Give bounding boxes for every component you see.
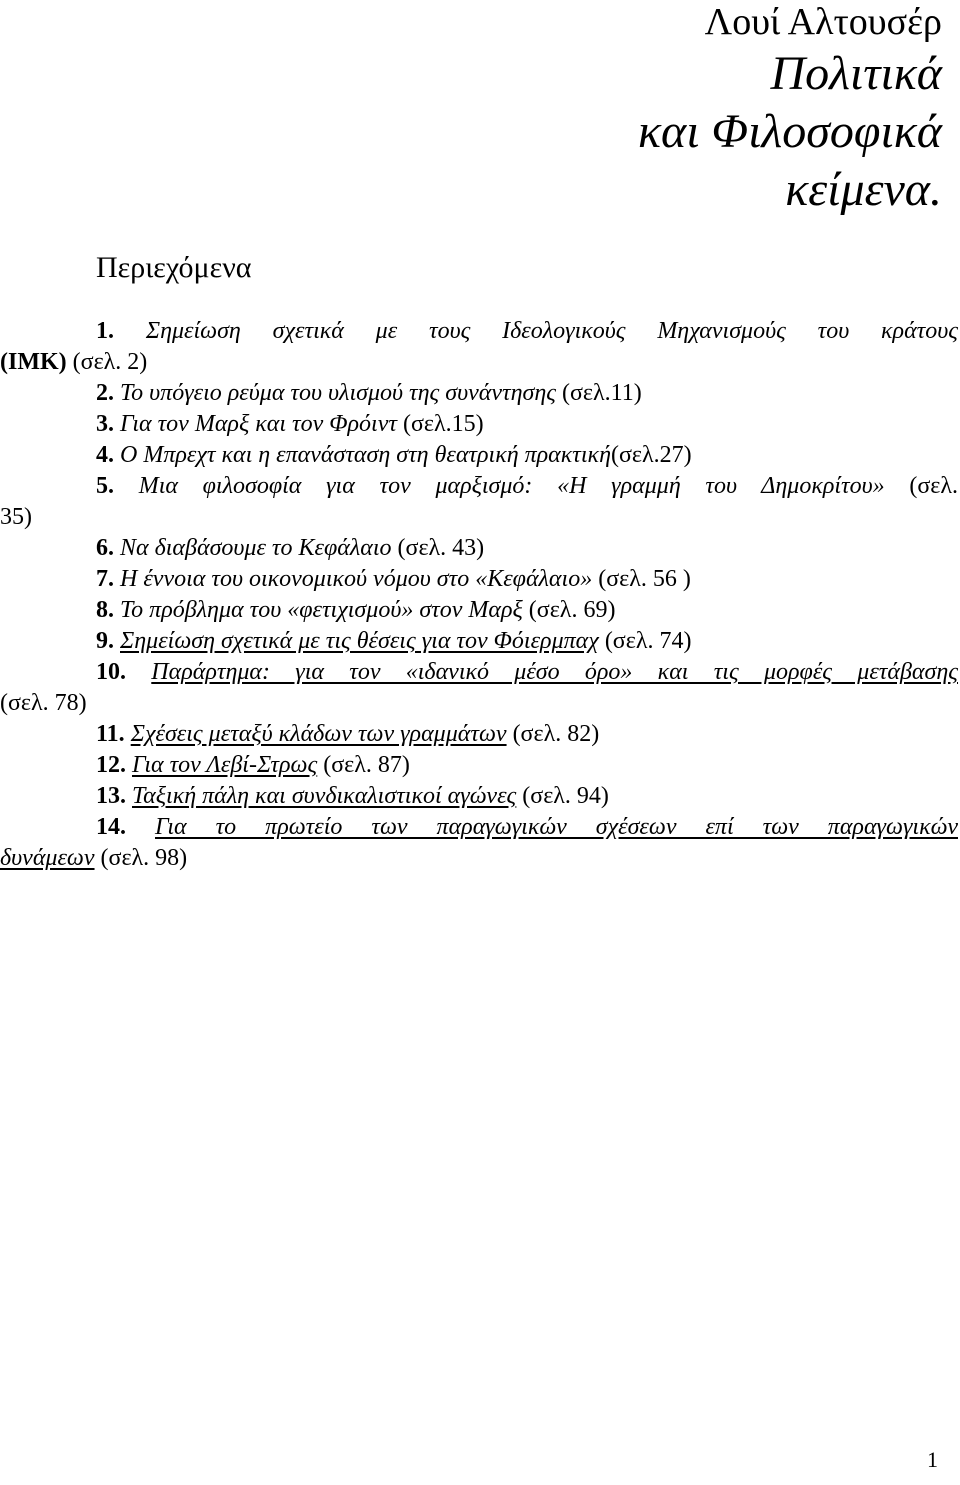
entry-page: (σελ. 78) <box>0 690 87 716</box>
entry-title: Το υπόγειο ρεύμα του υλισμού της συνάντησης <box>120 380 556 406</box>
entry-page: (σελ. 74) <box>604 628 692 654</box>
toc-heading: Περιεχόμενα <box>96 251 252 284</box>
toc-entry-11 <box>0 719 958 750</box>
entry-title: Για το πρωτείο των παραγωγικών σχέσεων επί των παραγωγικών <box>155 814 958 840</box>
entry-number: 11. <box>96 721 125 747</box>
entry-number: 12. <box>96 752 126 778</box>
entry-title: Παράρτημα: για τον «ιδανικό μέσο όρο» και τις μορφές μετάβασης <box>151 659 959 685</box>
entry-number: 9. <box>96 628 114 654</box>
book-title-line-1: Πολιτικά <box>770 47 942 100</box>
entry-title: Σημείωση σχετικά με τους Ιδεολογικούς Μηχανισμούς του κράτους <box>145 318 959 344</box>
entry-page: (σελ. 2) <box>72 349 148 375</box>
entry-page: (σελ.27) <box>610 442 692 468</box>
toc-entry-6 <box>0 533 958 564</box>
entry-number: 6. <box>96 535 114 561</box>
entry-number: 10. <box>96 659 126 685</box>
entry-title: Ταξική πάλη και συνδικαλιστικοί αγώνες <box>132 783 517 809</box>
entry-page: (σελ. 69) <box>528 597 616 623</box>
toc-entry-3 <box>0 409 958 440</box>
entry-title: Η έννοια του οικονομικού νόμου στο «Κεφάλαιο» <box>120 566 593 592</box>
entry-number: 7. <box>96 566 114 592</box>
entry-number: 3. <box>96 411 114 437</box>
page-number: 1 <box>927 1447 938 1472</box>
toc-entry-2 <box>0 378 958 409</box>
entry-page: (σελ. 98) <box>100 845 188 871</box>
toc-entry-4 <box>0 440 958 471</box>
toc-entry-10 <box>0 657 958 719</box>
entry-number: 4. <box>96 442 114 468</box>
toc-list <box>0 316 958 874</box>
toc-entry-5 <box>0 471 958 533</box>
entry-number: 1. <box>96 318 114 344</box>
entry-page: (σελ. 43) <box>397 535 485 561</box>
entry-page: (σελ. <box>909 473 959 499</box>
entry-number: 5. <box>96 473 114 499</box>
toc-entry-7 <box>0 564 958 595</box>
entry-page-end: 35) <box>0 504 32 530</box>
entry-title: Να διαβάσουμε το Κεφάλαιο <box>120 535 392 561</box>
book-title-line-2: και Φιλοσοφικά <box>637 105 942 158</box>
entry-number: 14. <box>96 814 126 840</box>
entry-number: 2. <box>96 380 114 406</box>
toc-entry-1 <box>0 316 958 378</box>
toc-entry-13 <box>0 781 958 812</box>
entry-page: (σελ. 82) <box>512 721 600 747</box>
entry-page: (σελ. 56 ) <box>598 566 691 592</box>
toc-entry-9 <box>0 626 958 657</box>
entry-title: Για τον Μαρξ και τον Φρόιντ <box>120 411 397 437</box>
entry-title: Ο Μπρεχτ και η επανάσταση στη θεατρική πρακτική <box>120 442 611 468</box>
entry-title: Σημείωση σχετικά με τις θέσεις για τον Φόιερμπαχ <box>120 628 599 654</box>
entry-title-end: (ΙΜΚ) <box>0 349 67 375</box>
entry-title: Το πρόβλημα του «φετιχισμού» στον Μαρξ <box>120 597 523 623</box>
entry-title: Για τον Λεβί-Στρως <box>132 752 318 778</box>
toc-entry-8 <box>0 595 958 626</box>
entry-page: (σελ. 87) <box>323 752 410 778</box>
entry-page: (σελ.11) <box>561 380 642 406</box>
toc-entry-12 <box>0 750 958 781</box>
entry-title-end: δυνάμεων <box>0 845 95 871</box>
entry-page: (σελ. 94) <box>522 783 609 809</box>
author-name: Λουί Αλτουσέρ <box>704 1 942 43</box>
toc-entry-14 <box>0 812 958 874</box>
entry-number: 13. <box>96 783 126 809</box>
entry-title: Μια φιλοσοφία για τον μαρξισμό: «Η γραμμή του Δημοκρίτου» <box>138 473 885 499</box>
entry-title: Σχέσεις μεταξύ κλάδων των γραμμάτων <box>130 721 507 747</box>
entry-number: 8. <box>96 597 114 623</box>
entry-page: (σελ.15) <box>402 411 484 437</box>
book-title-line-3: κείμενα. <box>785 163 942 216</box>
